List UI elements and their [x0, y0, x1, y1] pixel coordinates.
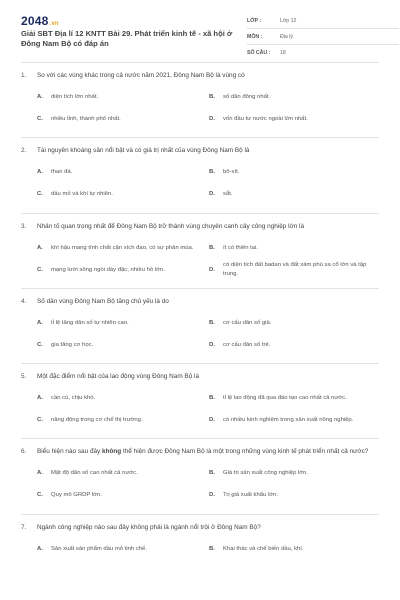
- meta-value: Địa lý: [280, 33, 293, 40]
- meta-row-subject: [247, 29, 399, 45]
- option-letter: D.: [209, 116, 215, 122]
- option-letter: B.: [209, 244, 215, 251]
- option-text: dầu mỏ và khí tự nhiên.: [51, 191, 113, 198]
- question-5: [21, 364, 379, 439]
- option-list: [21, 237, 379, 281]
- option-text: số dân đông nhất.: [223, 94, 271, 100]
- option-d[interactable]: [209, 259, 379, 281]
- option-list: [21, 312, 379, 356]
- option-letter: A.: [37, 169, 43, 176]
- question-body: Một đặc điểm nổi bật của lao động vùng Đông Nam Bộ là: [37, 373, 199, 381]
- option-letter: B.: [209, 169, 215, 176]
- option-list: [21, 538, 379, 560]
- option-c[interactable]: [37, 184, 209, 206]
- option-c[interactable]: [37, 334, 209, 356]
- option-text: Mật độ dân số cao nhất cả nước.: [51, 470, 138, 477]
- question-text: [21, 146, 379, 155]
- option-text: than đá.: [51, 169, 73, 176]
- option-text: Giá trị sản xuất công nghiệp lớn.: [223, 470, 309, 477]
- option-text: có nhiều kinh nghiệm trong sản xuất nông nghiệp.: [223, 417, 354, 424]
- option-letter: C.: [37, 492, 43, 499]
- option-letter: B.: [209, 319, 215, 326]
- option-text: mạng lưới sông ngòi dày đặc, nhiều hồ lớn.: [51, 266, 165, 273]
- option-a[interactable]: [37, 86, 209, 108]
- question-emphasis: không: [102, 448, 122, 456]
- question-7: [21, 515, 379, 567]
- option-letter: A.: [37, 319, 43, 326]
- document-title: Giải SBT Địa lí 12 KNTT Bài 29. Phát triển kinh tế - xã hội ở Đông Nam Bộ có đáp án: [21, 29, 233, 49]
- meta-key: LỚP :: [247, 17, 262, 24]
- option-c[interactable]: [37, 485, 209, 507]
- option-text: có diện tích đất badan và đất xám phù sa cổ lớn và tập trung.: [223, 262, 367, 277]
- option-d[interactable]: [209, 184, 379, 206]
- option-c[interactable]: [37, 259, 209, 281]
- logo-suffix: .vn: [49, 21, 59, 27]
- question-2: [21, 138, 379, 213]
- option-text: Sản xuất sản phẩm dầu mỏ tinh chế.: [51, 545, 147, 552]
- question-number: 6.: [21, 448, 27, 456]
- option-b[interactable]: [209, 86, 379, 108]
- option-letter: D.: [209, 492, 215, 499]
- question-1: [21, 63, 379, 138]
- question-body: Số dân vùng Đông Nam Bộ tăng chủ yếu là do: [37, 297, 169, 305]
- option-letter: A.: [37, 470, 43, 477]
- option-text: diện tích lớn nhất.: [51, 94, 99, 100]
- option-d[interactable]: [209, 409, 379, 431]
- option-a[interactable]: [37, 237, 209, 259]
- question-text: [21, 447, 379, 456]
- question-body: [37, 447, 379, 456]
- question-text-after: thể hiện được Đông Nam Bộ là một trong những vùng kinh tế phát triển nhất cả nước?: [121, 448, 369, 456]
- option-letter: D.: [209, 266, 215, 273]
- option-letter: C.: [37, 191, 43, 198]
- option-text: Trị giá xuất khẩu lớn.: [223, 492, 279, 499]
- option-letter: C.: [37, 417, 43, 424]
- option-list: [21, 463, 379, 507]
- option-letter: A.: [37, 94, 43, 100]
- option-text: Khai thác và chế biến dầu, khí.: [223, 545, 304, 552]
- question-text-before: Biểu hiện nào sau đây: [37, 448, 103, 456]
- question-4: [21, 289, 379, 364]
- question-body: Nhân tố quan trọng nhất để Đông Nam Bộ trở thành vùng chuyên canh cây công nghiệp lớn là: [37, 222, 305, 230]
- site-logo[interactable]: [21, 14, 59, 28]
- option-letter: B.: [209, 94, 215, 100]
- option-letter: C.: [37, 266, 43, 273]
- option-letter: A.: [37, 395, 43, 402]
- option-text: nhiều tỉnh, thành phố nhất.: [51, 116, 121, 122]
- question-text: [21, 297, 379, 306]
- meta-value: 18: [280, 49, 286, 56]
- meta-value: Lớp 12: [280, 17, 297, 24]
- option-letter: D.: [209, 191, 215, 198]
- option-list: [21, 86, 379, 130]
- option-b[interactable]: [209, 237, 379, 259]
- option-d[interactable]: [209, 334, 379, 356]
- option-d[interactable]: [209, 485, 379, 507]
- option-b[interactable]: [209, 387, 379, 409]
- option-letter: C.: [37, 341, 43, 348]
- option-b[interactable]: [209, 538, 379, 560]
- option-letter: D.: [209, 341, 215, 348]
- option-text: bô-xít.: [223, 169, 240, 176]
- question-number: 1.: [21, 72, 27, 79]
- option-letter: B.: [209, 395, 215, 402]
- meta-key: MÔN :: [247, 33, 263, 40]
- option-b[interactable]: [209, 312, 379, 334]
- option-a[interactable]: [37, 538, 209, 560]
- option-c[interactable]: [37, 108, 209, 130]
- option-list: [21, 162, 379, 206]
- option-text: cơ cấu dân số già.: [223, 319, 272, 326]
- question-6: [21, 439, 379, 514]
- option-a[interactable]: [37, 162, 209, 184]
- option-a[interactable]: [37, 463, 209, 485]
- option-letter: D.: [209, 417, 215, 424]
- option-text: Quy mô GRDP lớn.: [51, 492, 102, 499]
- document-header: [21, 0, 379, 63]
- option-text: năng động trong cơ chế thị trường.: [51, 417, 143, 424]
- option-d[interactable]: [209, 108, 379, 130]
- question-text: [21, 222, 379, 231]
- option-a[interactable]: [37, 387, 209, 409]
- question-number: 4.: [21, 297, 27, 305]
- question-text: [21, 523, 379, 532]
- option-b[interactable]: [209, 162, 379, 184]
- question-body: Ngành công nghiệp nào sau đây không phải là ngành nổi trội ở Đông Nam Bộ?: [37, 523, 261, 531]
- logo-main: 2048: [21, 14, 49, 28]
- option-letter: A.: [37, 244, 43, 251]
- option-list: [21, 387, 379, 431]
- option-letter: C.: [37, 116, 43, 122]
- question-text: [21, 71, 379, 80]
- option-letter: A.: [37, 545, 43, 552]
- meta-key: SỐ CÂU :: [247, 49, 271, 56]
- option-text: khí hậu mang tính chất cận xích đạo, có sự phân mùa.: [51, 244, 194, 251]
- meta-row-count: [247, 45, 399, 60]
- option-text: tỉ lệ tăng dân số tự nhiên cao.: [51, 319, 129, 326]
- question-number: 2.: [21, 147, 27, 155]
- question-text: [21, 372, 379, 381]
- meta-table: [247, 13, 399, 60]
- option-c[interactable]: [37, 409, 209, 431]
- option-letter: B.: [209, 545, 215, 552]
- option-letter: B.: [209, 470, 215, 477]
- question-body: So với các vùng khác trong cả nước năm 2021, Đông Nam Bộ là vùng có: [37, 72, 245, 79]
- option-text: tỉ lệ lao động đã qua đào tạo cao nhất cả nước.: [223, 395, 347, 402]
- question-3: [21, 214, 379, 289]
- meta-row-class: [247, 13, 399, 29]
- option-text: cần cù, chịu khó.: [51, 395, 96, 402]
- option-text: cơ cấu dân số trẻ.: [223, 341, 271, 348]
- question-number: 3.: [21, 222, 27, 230]
- option-text: ít có thiên tai.: [223, 244, 259, 251]
- option-text: sắt.: [223, 191, 233, 198]
- question-body: Tài nguyên khoáng sản nổi bật và có giá trị nhất của vùng Đông Nam Bộ là: [37, 147, 250, 155]
- option-a[interactable]: [37, 312, 209, 334]
- question-number: 7.: [21, 523, 27, 531]
- option-text: gia tăng cơ học.: [51, 341, 94, 348]
- question-number: 5.: [21, 373, 27, 381]
- option-b[interactable]: [209, 463, 379, 485]
- option-text: vốn đầu tư nước ngoài lớn nhất.: [223, 116, 308, 122]
